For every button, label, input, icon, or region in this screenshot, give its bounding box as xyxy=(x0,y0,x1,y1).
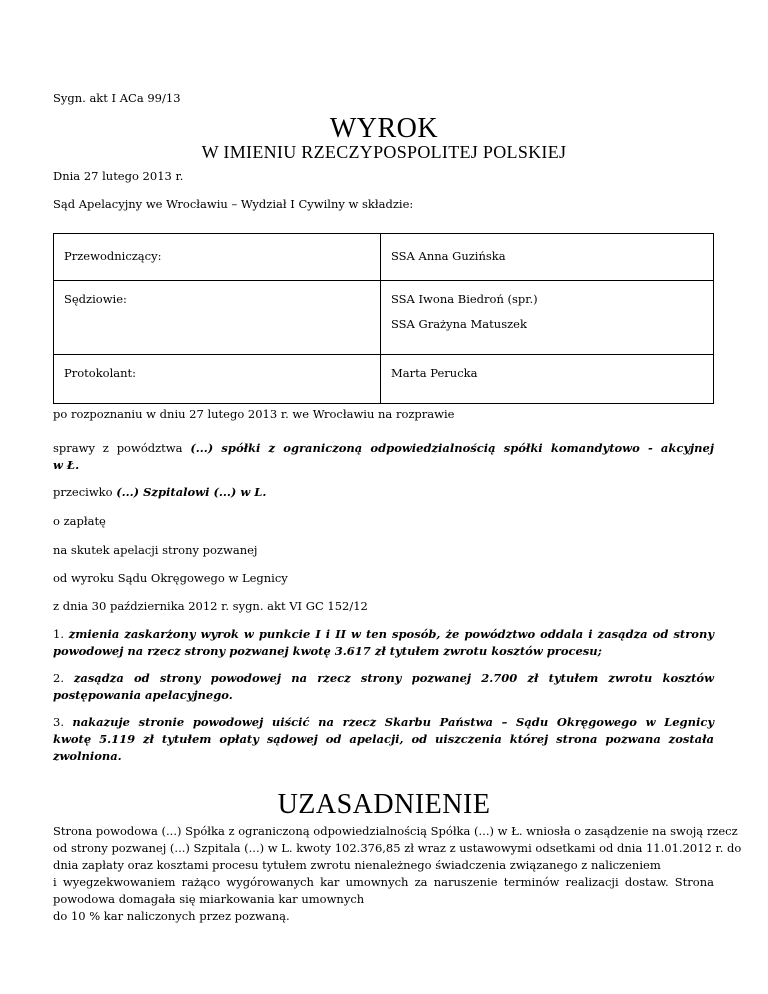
ruling-number: 3. xyxy=(53,715,64,729)
plaintiff-name: (...) spółki z ograniczoną odpowiedzialnością spółki komandytowo - akcyjnej xyxy=(190,441,715,455)
lower-court-line: od wyroku Sądu Okręgowego w Legnicy xyxy=(53,571,288,585)
ruling-line xyxy=(53,626,714,643)
ruling-number: 2. xyxy=(53,671,64,685)
table-row xyxy=(54,281,714,355)
table-cell xyxy=(381,281,714,355)
claim-subject: o zapłatę xyxy=(53,514,106,528)
plaintiff-line xyxy=(53,440,714,457)
table-cell xyxy=(54,234,381,281)
defendant-line xyxy=(53,484,266,501)
judge-name-1: SSA Iwona Biedroń (spr.) xyxy=(391,292,538,306)
table-row xyxy=(54,234,714,281)
ruling-text: zwolniona. xyxy=(53,749,122,763)
chair-label: Przewodniczący: xyxy=(64,249,162,263)
hearing-line: po rozpoznaniu w dniu 27 lutego 2013 r. we Wrocławiu na rozprawie xyxy=(53,407,455,421)
justification-line: dnia zapłaty oraz kosztami procesu tytułem zwrotu nienależnego świadczenia związanego z naliczeniem xyxy=(53,858,661,872)
lower-judgment-date: z dnia 30 października 2012 r. sygn. akt VI GC 152/12 xyxy=(53,599,368,613)
ruling-line xyxy=(53,670,714,687)
judge-name-2: SSA Grażyna Matuszek xyxy=(391,317,527,331)
table-row xyxy=(54,355,714,404)
ruling-line xyxy=(53,714,714,731)
justification-line: do 10 % kar naliczonych przez pozwaną. xyxy=(53,909,290,923)
justification-line: od strony pozwanej (...) Szpitala (...) w L. kwoty 102.376,85 zł wraz z ustawowymi odsetkami od dnia 11.01.2012 r. do xyxy=(53,841,742,855)
plaintiff-paragraph xyxy=(53,440,714,474)
justification-heading: UZASADNIENIE xyxy=(277,789,491,820)
judgment-date: Dnia 27 lutego 2013 r. xyxy=(53,169,184,183)
justification-body xyxy=(53,823,742,925)
clerk-name: Marta Perucka xyxy=(391,366,478,380)
table-cell xyxy=(381,355,714,404)
ruling-text: kwotę 5.119 zł tytułem opłaty sądowej od apelacji, od uiszczenia której strona pozwana została xyxy=(53,732,714,746)
ruling-item xyxy=(53,626,714,660)
court-composition-table xyxy=(53,233,714,404)
judges-label: Sędziowie: xyxy=(64,292,127,306)
document-title: WYROK xyxy=(329,113,439,144)
ruling-item xyxy=(53,670,714,704)
appeal-line: na skutek apelacji strony pozwanej xyxy=(53,543,258,557)
document-subtitle: W IMIENIU RZECZYPOSPOLITEJ POLSKIEJ xyxy=(201,142,567,162)
clerk-label: Protokolant: xyxy=(64,366,137,380)
case-signature: Sygn. akt I ACa 99/13 xyxy=(53,91,181,105)
ruling-text: powodowej na rzecz strony pozwanej kwotę 3.617 zł tytułem zwrotu kosztów procesu; xyxy=(53,644,602,658)
plaintiff-city: w Ł. xyxy=(53,458,80,472)
court-composition-intro: Sąd Apelacyjny we Wrocławiu – Wydział I Cywilny w składzie: xyxy=(53,197,414,211)
ruling-item xyxy=(53,714,714,765)
justification-line: Strona powodowa (...) Spółka z ograniczoną odpowiedzialnością Spółka (...) w Ł. wniosła o zasądzenie na swoją rzecz xyxy=(53,824,738,838)
ruling-text: nakazuje stronie powodowej uiścić na rzecz Skarbu Państwa – Sądu Okręgowego w Legnicy xyxy=(72,715,715,729)
ruling-text: zasądza od strony powodowej na rzecz strony pozwanej 2.700 zł tytułem zwrotu kosztów xyxy=(73,671,714,685)
ruling-text: postępowania apelacyjnego. xyxy=(53,688,233,702)
justification-line: i wyegzekwowaniem rażąco wygórowanych kar umownych za naruszenie terminów realizacji dostaw. Strona xyxy=(53,875,714,889)
against-prefix: przeciwko xyxy=(53,485,117,499)
justification-line: powodowa domagała się miarkowania kar umownych xyxy=(53,892,365,906)
ruling-number: 1. xyxy=(53,627,64,641)
table-cell xyxy=(54,281,381,355)
defendant-name: (...) Szpitalowi (...) w L. xyxy=(116,485,267,499)
table-cell xyxy=(54,355,381,404)
table-cell xyxy=(381,234,714,281)
case-prefix: sprawy z powództwa xyxy=(53,441,191,455)
ruling-text: zmienia zaskarżony wyrok w punkcie I i II w ten sposób, że powództwo oddala i zasądza od strony xyxy=(68,627,714,641)
chair-name: SSA Anna Guzińska xyxy=(391,249,506,263)
